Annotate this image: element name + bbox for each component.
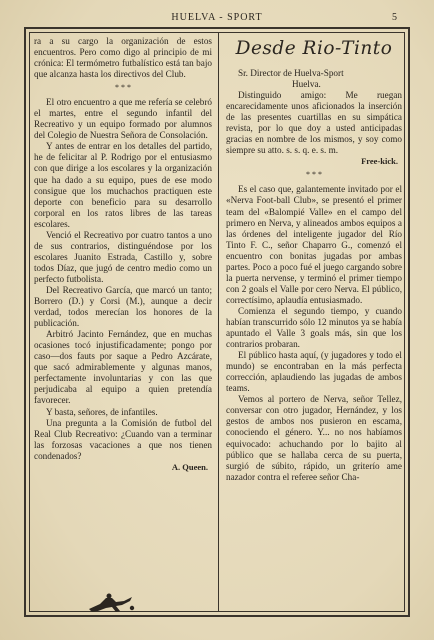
article-heading: Desde Rio-Tinto: [235, 38, 393, 59]
salutation-line: Sr. Director de Huelva-Sport: [238, 68, 344, 78]
section-asterisks: * * *: [115, 83, 131, 93]
page-header: [22, 8, 412, 28]
author-signature: A. Queen.: [171, 461, 208, 472]
paragraph: Vemos al portero de Nerva, señor Tellez, conversar con otro jugador, Hernández, y los gestos de ambos nos pusieron en escama, conociendo el género. Y... no nos habíamos equivocado: achuchando por lo bajito al público que se hallaba cerca de su puerta, surgió de súbito, rápido, un griterío ame nazador contra el referee señor Cha-: [226, 394, 402, 482]
city-line: Huelva.: [292, 79, 321, 90]
letter-signature: Free-kick.: [361, 156, 398, 167]
paragraph: Distinguido amigo: Me ruegan encarecidamente unos aficionados la inserción de las presentes cuartillas en su simpática revista, por lo que doy a usted anticipadas gracias en nombre de los mismos, y soy como siempre su atto. s. s. q. e. s. m.: [226, 90, 402, 156]
running-title: HUELVA - SPORT: [171, 12, 263, 23]
paragraph: ra a su cargo la organización de estos encuentros. Pero como digo al principio de mi crónica: El termómetro futbalístico está tan bajo que alcanza hasta los directivos del Club.: [34, 36, 212, 80]
paragraph: Del Recreativo García, que marcó un tanto; Borrero (D.) y Corsi (M.), aunque a decir verdad, todos merecían los honores de la publicación.: [34, 284, 212, 329]
left-column: [34, 36, 212, 473]
paragraph: Y antes de entrar en los detalles del partido, he de felicitar al P. Rodrigo por el entusiasmo con que dirige a los escolares y la organización que ha dado a su equipo, pues de ese modo consigue que los muchachos practiquen este deporte con beneficio para su desarrollo corporal en los ratos libres de las tareas escolares.: [34, 141, 212, 229]
paragraph: El otro encuentro a que me refería se celebró el martes, entre el segundo infantil del Recreativo y un equipo formado por alumnos del Colegio de Nuestra Señora de Consolación.: [34, 97, 212, 141]
paragraph: Venció el Recreativo por cuatro tantos a uno de sus contrarios, distinguéndose por los escolares Juanito Estrada, Castillo y, sobre todos Díaz, que jugó de centro medio como un perfecto futbolista.: [34, 229, 212, 284]
paragraph: Una pregunta a la Comisión de futbol del Real Club Recreativo: ¿Cuando van a terminar las forzosas vacaciones a que nos tienen condenados?: [34, 417, 212, 461]
section-asterisks: * * *: [306, 170, 322, 180]
page-number: 5: [392, 12, 398, 23]
paragraph: Y basta, señores, de infantiles.: [46, 406, 158, 417]
paragraph: El público hasta aquí, (y jugadores y todo el mundo) se encontraban en la más perfecta corrección, aplaudiendo las jugadas de ambos teams.: [226, 350, 402, 394]
right-column: [226, 36, 402, 483]
column-divider: [218, 32, 219, 612]
paragraph: Es el caso que, galantemente invitado por el «Nerva Foot-ball Club», se presentó el primer team del «Balompié Valle» en el campo del primero en Nerva, y alineados ambos equipos a las órdenes del inteligente jugador del Río Tinto F. C., señor Chaparro G., comenzó el encuentro con bonitas jugadas por ambas partes. Poco a poco fué el juego cargando sobre la puerta nervense, y terminó el primer tiempo con 2 goals el Valle por cero Nerva. El público, correctísimo, aplaudía entusiasmado.: [226, 184, 402, 305]
football-player-silhouette-icon: [86, 592, 136, 614]
paragraph: Comienza el segundo tiempo, y cuando habían transcurrido sólo 12 minutos ya se había apuntado el Valle 3 goals más, sin que los contrarios probaran.: [226, 305, 402, 350]
paragraph: Arbitró Jacinto Fernández, que en muchas ocasiones tocó injustificadamente; pongo por caso—dos fauts por saque a Pedro Azcárate, que sacó admirablemente y algunas manos, perfectamente involuntarias y con las que perjudicaba al equipo a quien pretendía favorecer.: [34, 329, 212, 406]
